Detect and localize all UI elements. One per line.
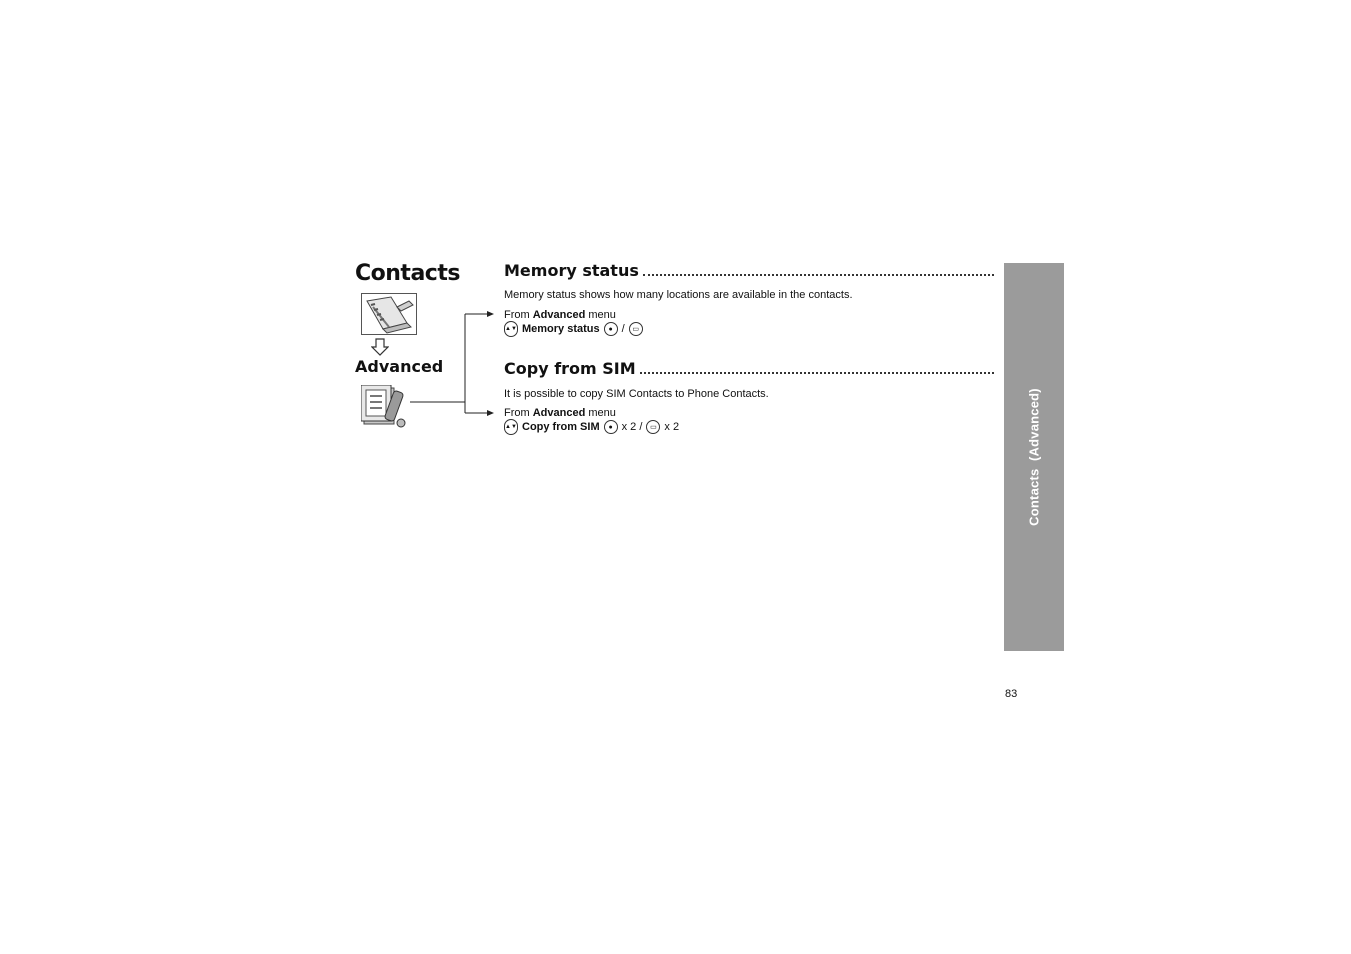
path-separator: / <box>621 323 625 335</box>
section-description: It is possible to copy SIM Contacts to Phone Contacts. <box>504 388 769 400</box>
menu-origin-name: Advanced <box>532 309 586 321</box>
section-heading-copy-from-sim <box>504 359 994 378</box>
menu-item-name: Copy from SIM <box>522 421 600 433</box>
menu-origin-name: Advanced <box>532 407 586 419</box>
key-path <box>504 419 679 435</box>
side-tab-label: Contacts (Advanced) <box>1026 388 1042 526</box>
chapter-title: Contacts <box>355 261 460 286</box>
key-path <box>504 321 647 337</box>
path-count: x 2 <box>664 421 680 433</box>
menu-connector-lines <box>400 300 500 420</box>
ok-key-icon: ● <box>604 322 618 336</box>
section-heading-text: Memory status <box>504 261 639 280</box>
menu-origin <box>504 309 616 321</box>
menu-item-name: Memory status <box>522 323 600 335</box>
menu-origin-suffix: menu <box>585 309 616 321</box>
section-heading-memory-status <box>504 261 994 280</box>
nav-key-icon: ▲▼ <box>504 321 518 337</box>
menu-origin-prefix: From <box>504 309 533 321</box>
menu-origin-prefix: From <box>504 407 533 419</box>
section-heading-text: Copy from SIM <box>504 359 636 378</box>
dotted-leader <box>640 372 994 374</box>
softkey-icon: ▭ <box>629 322 643 336</box>
chapter-side-tab <box>1004 263 1064 651</box>
menu-origin <box>504 407 616 419</box>
page-number: 83 <box>1005 688 1018 700</box>
submenu-label: Advanced <box>355 357 444 376</box>
ok-key-icon: ● <box>604 420 618 434</box>
dotted-leader <box>643 274 994 276</box>
section-description: Memory status shows how many locations are available in the contacts. <box>504 289 853 301</box>
softkey-icon: ▭ <box>646 420 660 434</box>
path-separator: x 2 / <box>621 421 643 433</box>
menu-origin-suffix: menu <box>585 407 616 419</box>
nav-key-icon: ▲▼ <box>504 419 518 435</box>
